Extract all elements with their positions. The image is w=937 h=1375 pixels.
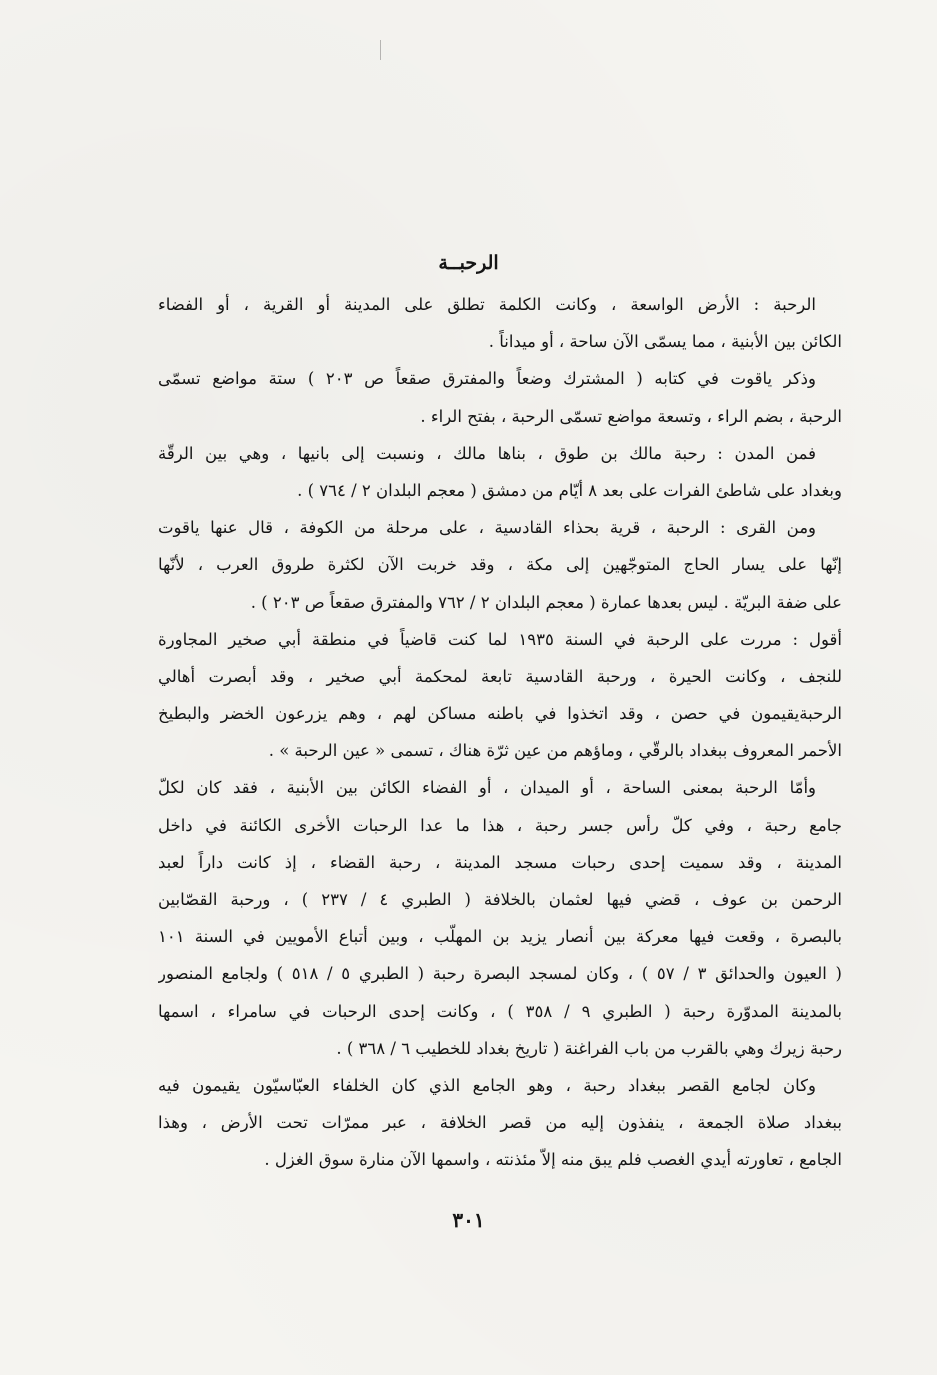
paragraph (158, 621, 842, 770)
text-line: المدينة ، وقد سميت إحدى رحبات مسجد المدينة ، رحبة القضاء ، إذ كانت داراً لعبد (158, 852, 842, 872)
paragraph (158, 360, 842, 434)
text-line: الرحبة : الأرض الواسعة ، وكانت الكلمة تطلق على المدينة أو القرية ، أو الفضاء (158, 295, 816, 314)
page-crease-mark (380, 40, 381, 60)
text-line: وأمّا الرحبة بمعنى الساحة ، أو الميدان ، أو الفضاء الكائن بين الأبنية ، فقد كان لكلّ (158, 778, 816, 798)
paragraph (158, 509, 842, 621)
text-line: الكائن بين الأبنية ، مما يسمّى الآن ساحة ، أو ميداناً . (488, 332, 842, 352)
text-line: بالمدينة المدوّرة رحبة ( الطبري ٩ / ٣٥٨ ) ، وكانت إحدى الرحبات في سامراء ، اسمها (158, 1001, 842, 1021)
text-line: إنّها على يسار الحاج المتوجّهين إلى مكة ، وقد خربت الآن لكثرة طروق العرب ، لأنّها (158, 555, 842, 575)
text-line: جامع رحبة ، وفي كلّ رأس جسر رحبة ، هذا ما عدا الرحبات الأخرى الكائنة في داخل (158, 815, 842, 835)
paragraph (158, 286, 842, 360)
text-line: وكان لجامع القصر ببغداد رحبة ، وهو الجامع الذي كان الخلفاء العبّاسيّون يقيمون فيه (158, 1075, 816, 1095)
text-line: على ضفة البريّة . ليس بعدها عمارة ( معجم البلدان ٢ / ٧٦٢ والمفترق صقعاً ص ٢٠٣ ) . (250, 592, 842, 612)
text-line: أقول : مررت على الرحبة في السنة ١٩٣٥ لما كنت قاضياً في منطقة أبي صخير المجاورة (158, 629, 842, 649)
text-line: الرحمن بن عوف ، قضي فيها لعثمان بالخلافة ( الطبري ٤ / ٢٣٧ ) ، ورحبة القصّابين (158, 890, 842, 909)
paragraph (158, 769, 842, 1067)
text-line: للنجف ، وكانت الحيرة ، ورحبة القادسية تابعة لمحكمة أبي صخير ، وقد أبصرت أهالي (158, 666, 842, 686)
text-line: الرحبةيقيمون في حصن ، وقد اتخذوا في باطنه مساكن لهم ، وهم يزرعون الخضر والبطيخ (158, 704, 842, 724)
page-title: الرحبــة (438, 252, 499, 274)
page-number: ٣٠١ (452, 1208, 485, 1232)
paragraph (158, 435, 842, 509)
body-text (158, 286, 842, 1179)
text-line: وذكر ياقوت في كتابه ( المشترك وضعاً والمفترق صقعاً ص ٢٠٣ ) ستة مواضع تسمّى (158, 369, 816, 389)
text-line: فمن المدن : رحبة مالك بن طوق ، بناها مالك ، ونسبت إلى بانيها ، وهي بين الرقّة (158, 443, 816, 463)
text-line: الأحمر المعروف ببغداد بالرقّي ، وماؤهم من عين ثرّة هناك ، تسمى « عين الرحبة » . (268, 741, 842, 761)
paragraph (158, 1067, 842, 1179)
text-line: بالبصرة ، وقعت فيها معركة بين أنصار يزيد بن المهلّب ، وبين أتباع الأمويين في السنة ١٠١ (158, 927, 842, 947)
text-line: رحبة زيرك وهي بالقرب من باب الفراغنة ( تاريخ بغداد للخطيب ٦ / ٣٦٨ ) . (336, 1038, 842, 1058)
text-line: الرحبة ، بضم الراء ، وتسعة مواضع تسمّى الرحبة ، بفتح الراء . (420, 406, 842, 426)
text-line: وبغداد على شاطئ الفرات على بعد ٨ أيّام من دمشق ( معجم البلدان ٢ / ٧٦٤ ) . (297, 480, 842, 500)
text-line: الجامع ، تعاورته أيدي الغصب فلم يبق منه إلاّ مئذنته ، واسمها الآن منارة سوق الغزل . (264, 1150, 842, 1170)
text-line: ومن القرى : الرحبة ، قرية بحذاء القادسية ، على مرحلة من الكوفة ، قال عنها ياقوت (158, 518, 816, 538)
text-line: ببغداد صلاة الجمعة ، ينفذون إليه من قصر الخلافة ، عبر ممرّات تحت الأرض ، وهذا (158, 1113, 842, 1133)
text-line: ( العيون والحدائق ٣ / ٥٧ ) ، وكان لمسجد البصرة رحبة ( الطبري ٥ / ٥١٨ ) ولجامع المنصور (158, 964, 842, 984)
